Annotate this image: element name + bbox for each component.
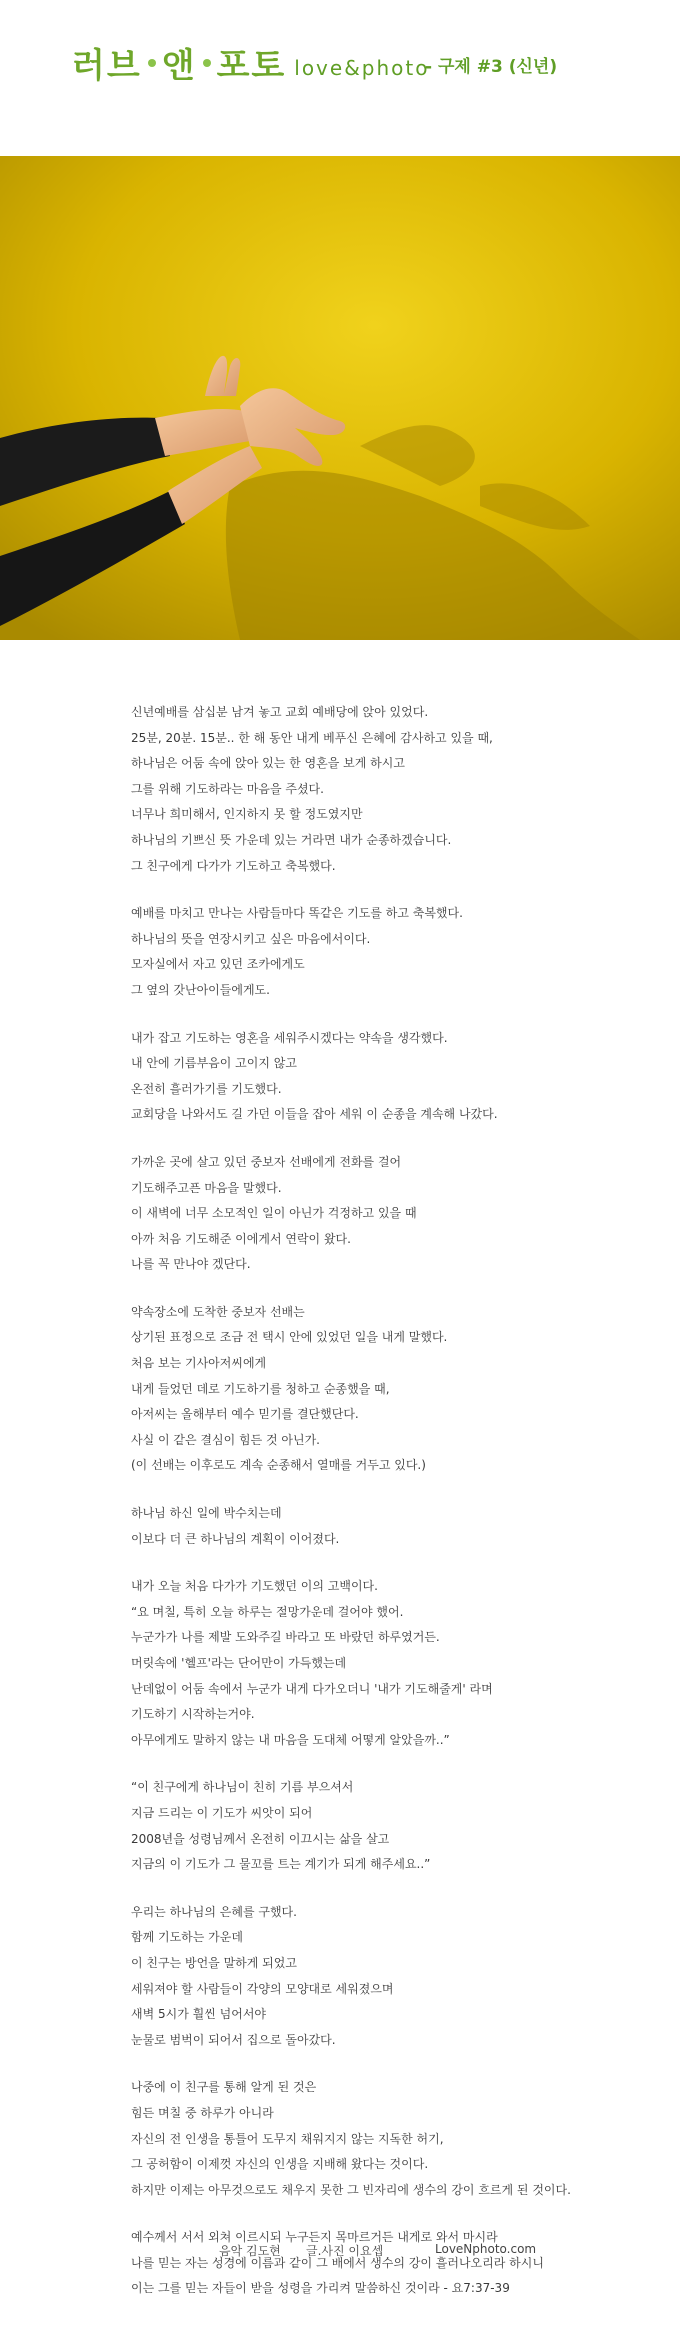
article-line: 예수께서 서서 외쳐 이르시되 누구든지 목마르거든 내게로 와서 마시라 <box>131 2230 498 2245</box>
article-line: 지금 드리는 이 기도가 씨앗이 되어 <box>131 1805 313 1820</box>
article-stanza <box>131 1775 631 1877</box>
article-line: 교회당을 나와서도 길 가던 이들을 잡아 세워 이 순종을 계속해 나갔다. <box>131 1107 498 1122</box>
article-stanza <box>131 1026 631 1128</box>
article-line: 자신의 전 인생을 통틀어 도무지 채워지지 않는 지독한 허기, <box>131 2131 444 2146</box>
header <box>0 0 680 155</box>
article-line: 하나님의 기쁘신 뜻 가운데 있는 거라면 내가 순종하겠습니다. <box>131 832 452 847</box>
article-line: 이는 그를 믿는 자들이 받을 성령을 가리켜 말씀하신 것이라 - 요7:37-39 <box>131 2281 510 2296</box>
article-line: 그 옆의 갓난아이들에게도. <box>131 982 270 997</box>
article-line: 2008년을 성령님께서 온전히 이끄시는 삶을 살고 <box>131 1831 390 1846</box>
article-line: 하나님의 뜻을 연장시키고 싶은 마음에서이다. <box>131 931 371 946</box>
article-line: 내게 들었던 데로 기도하기를 청하고 순종했을 때, <box>131 1381 390 1396</box>
article-line: 나중에 이 친구를 통해 알게 된 것은 <box>131 2080 317 2095</box>
writer-credit: 글.사진 이요셉 <box>306 2244 384 2258</box>
hands-shadow-image <box>0 156 680 640</box>
article-stanza <box>131 1150 631 1278</box>
article-line: 머릿속에 '헬프'라는 단어만이 가득했는데 <box>131 1656 347 1670</box>
article-line: 우리는 하나님의 은혜를 구했다. <box>131 1904 297 1919</box>
logo-subtitle: love&photo <box>294 55 430 80</box>
article-line: 내 안에 기름부음이 고이지 않고 <box>131 1056 297 1071</box>
article-line: 가까운 곳에 살고 있던 중보자 선배에게 전화를 걸어 <box>131 1154 402 1169</box>
article-line: 그 공허함이 이제껏 자신의 인생을 지배해 왔다는 것이다. <box>131 2157 429 2172</box>
article-stanza <box>131 1300 631 1479</box>
article-line: 내가 오늘 처음 다가가 기도했던 이의 고백이다. <box>131 1579 378 1594</box>
article-line: 하지만 이제는 아무것으로도 채우지 못한 그 빈자리에 생수의 강이 흐르게 된 것이다. <box>131 2182 571 2197</box>
article-line: “이 친구에게 하나님이 친히 기름 부으셔서 <box>131 1780 354 1795</box>
article-line: 아까 처음 기도해준 이에게서 연락이 왔다. <box>131 1231 351 1246</box>
article-line: 그 친구에게 다가가 기도하고 축복했다. <box>131 858 336 873</box>
article-line: 내가 잡고 기도하는 영혼을 세워주시겠다는 약속을 생각했다. <box>131 1030 448 1045</box>
article-line: 하나님 하신 일에 박수치는데 <box>131 1506 282 1521</box>
article-line: 누군가가 나를 제발 도와주길 바라고 또 바랐던 하루였거든. <box>131 1630 440 1645</box>
article-line: 하나님은 어둠 속에 앉아 있는 한 영혼을 보게 하시고 <box>131 756 405 771</box>
article-line: 아저씨는 올해부터 예수 믿기를 결단했단다. <box>131 1407 359 1422</box>
article-line: 나를 믿는 자는 성경에 이름과 같이 그 배에서 생수의 강이 흘러나오리라 하시니 <box>131 2255 544 2270</box>
hero-photo <box>0 156 680 640</box>
article-stanza <box>131 2075 631 2203</box>
logo-dot-icon <box>203 59 211 67</box>
article-stanza <box>131 1900 631 2054</box>
article-body <box>131 700 631 2324</box>
article-line: 약속장소에 도착한 중보자 선배는 <box>131 1304 305 1319</box>
article-line: 처음 보는 기사아저씨에게 <box>131 1356 267 1371</box>
article-line: 온전히 흘러가기를 기도했다. <box>131 1081 282 1096</box>
logo-part-love: 러브 <box>72 46 142 86</box>
article-line: “요 며칠, 특히 오늘 하루는 절망가운데 걸어야 했어. <box>131 1604 404 1619</box>
article-line: 세워져야 할 사람들이 각양의 모양대로 세워졌으며 <box>131 1981 394 1996</box>
article-line: 힘든 며칠 중 하루가 아니라 <box>131 2105 274 2120</box>
article-line: 예배를 마치고 만나는 사람들마다 똑같은 기도를 하고 축복했다. <box>131 906 463 921</box>
site-logo[interactable] <box>72 38 429 87</box>
article-line: (이 선배는 이후로도 계속 순종해서 열매를 거두고 있다.) <box>131 1458 426 1473</box>
article-line: 너무나 희미해서, 인지하지 못 할 정도였지만 <box>131 807 363 822</box>
article-line: 그를 위해 기도하라는 마음을 주셨다. <box>131 781 324 796</box>
article-line: 기도하기 시작하는거야. <box>131 1707 255 1722</box>
article-line: 나를 꼭 만나야 겠단다. <box>131 1257 251 1272</box>
article-line: 기도해주고픈 마음을 말했다. <box>131 1180 282 1195</box>
site-link[interactable]: LoveNphoto.com <box>435 2242 537 2256</box>
article-stanza <box>131 700 631 879</box>
article-line: 아무에게도 말하지 않는 내 마음을 도대체 어떻게 알았을까..” <box>131 1732 450 1747</box>
article-line: 사실 이 같은 결심이 힘든 것 아닌가. <box>131 1432 320 1447</box>
article-line: 난데없이 어둠 속에서 누군가 내게 다가오더니 '내가 기도해줄게' 라며 <box>131 1681 493 1696</box>
article-line: 눈물로 범벅이 되어서 집으로 돌아갔다. <box>131 2032 336 2047</box>
logo-part-and: 앤 <box>161 46 197 86</box>
article-line: 25분, 20분. 15분.. 한 해 동안 내게 베푸신 은혜에 감사하고 있을 때, <box>131 730 493 745</box>
article-line: 새벽 5시가 훨씬 넘어서야 <box>131 2007 266 2022</box>
article-stanza <box>131 901 631 1003</box>
series-title: - 구제 #3 (신년) <box>425 57 558 77</box>
article-line: 모자실에서 자고 있던 조카에게도 <box>131 957 305 972</box>
logo-part-photo: 포토 <box>216 46 287 86</box>
article-line: 신년예배를 삼십분 남겨 놓고 교회 예배당에 앉아 있었다. <box>131 705 429 719</box>
article-stanza <box>131 2225 631 2302</box>
article-line: 지금의 이 기도가 그 물꼬를 트는 계기가 되게 해주세요..” <box>131 1857 431 1872</box>
article-line: 이 친구는 방언을 말하게 되었고 <box>131 1955 297 1970</box>
music-credit: 음악 김도현 <box>219 2244 281 2258</box>
article-stanza <box>131 1574 631 1753</box>
article-line: 이보다 더 큰 하나님의 계획이 이어졌다. <box>131 1531 340 1546</box>
article-line: 상기된 표정으로 조금 전 택시 안에 있었던 일을 내게 말했다. <box>131 1330 448 1345</box>
article-line: 이 새벽에 너무 소모적인 일이 아닌가 걱정하고 있을 때 <box>131 1206 417 1221</box>
article-line: 함께 기도하는 가운데 <box>131 1930 243 1945</box>
logo-dot-icon <box>148 59 156 67</box>
article-stanza <box>131 1501 631 1552</box>
